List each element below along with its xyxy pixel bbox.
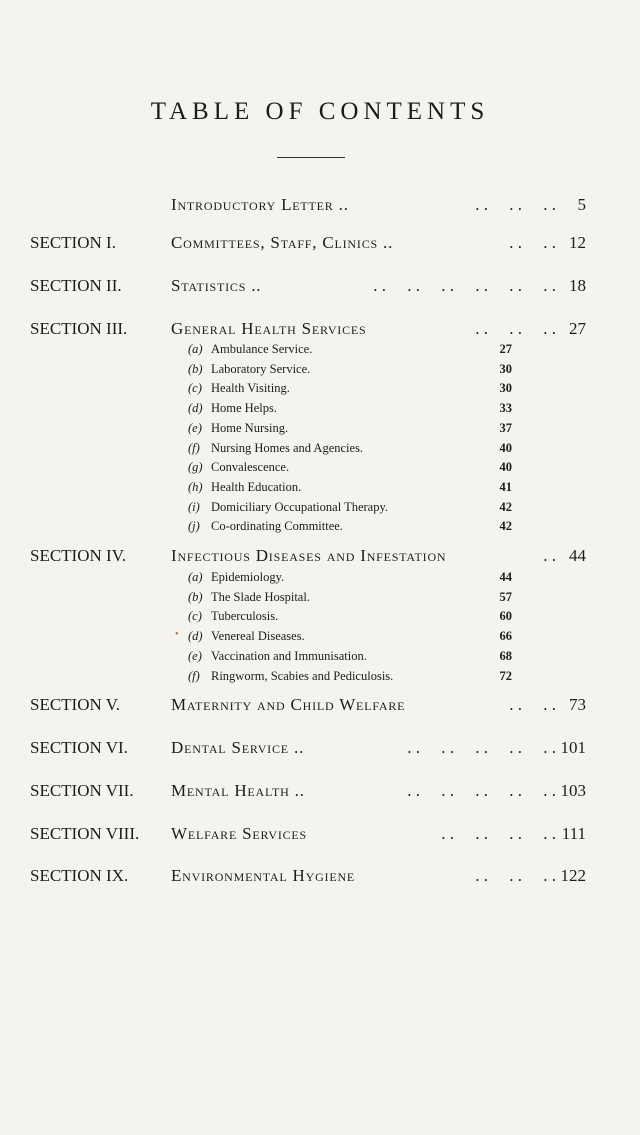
ink-mark: •	[175, 629, 179, 640]
entry-title: Introductory Letter ..	[171, 195, 349, 214]
leader-dots: . . . . . . . . . .	[407, 738, 556, 757]
leader-dots: . . . .	[509, 233, 556, 252]
leader-dots: . . . .	[509, 695, 556, 714]
sub-entry-page: 37	[499, 420, 512, 435]
sub-entry-page: 42	[499, 519, 512, 534]
sub-entry-letter: (c)	[188, 381, 202, 396]
leader-dots: . .	[543, 546, 556, 565]
sub-entry-letter: (e)	[188, 648, 202, 663]
leader-dots: . . . . . .	[475, 319, 556, 338]
section-label: SECTION IX.	[30, 866, 129, 885]
entry-title: General Health Services	[171, 319, 367, 338]
sub-entry-letter: (d)	[188, 629, 203, 644]
leader-dots: . . . . . .	[475, 866, 556, 885]
page-number: 12	[569, 233, 586, 252]
toc-entry-section-6	[171, 738, 586, 760]
entry-title: Dental Service ..	[171, 738, 305, 757]
sub-entry	[188, 421, 512, 439]
sub-entry-title: Health Education.	[211, 479, 302, 494]
sub-entry-page: 40	[499, 440, 512, 455]
sub-entry	[188, 669, 512, 687]
sub-entry	[188, 609, 512, 627]
sub-entry-letter: (b)	[188, 589, 203, 604]
sub-entry-title: Home Nursing.	[211, 420, 289, 435]
sub-entry-page: 72	[499, 668, 512, 683]
entry-title: Environmental Hygiene	[171, 866, 356, 885]
sub-entry-title: Epidemiology.	[211, 570, 285, 584]
sub-entry-page: 30	[499, 361, 512, 376]
page-number: 122	[560, 866, 586, 885]
sub-entry-page: 66	[499, 629, 512, 644]
sub-entry-letter: (c)	[188, 609, 202, 624]
sub-entry-title: Nursing Homes and Agencies.	[211, 440, 364, 455]
sub-entry	[188, 629, 512, 647]
page-number: 18	[569, 276, 586, 295]
sub-entry	[188, 381, 512, 399]
sub-entry-letter: (d)	[188, 401, 203, 416]
sub-entry-title: Tuberculosis.	[211, 609, 279, 624]
sub-entry-letter: (h)	[188, 479, 203, 494]
sub-entry	[188, 570, 512, 588]
sub-entry-letter: (a)	[188, 570, 203, 584]
sub-entry-letter: (a)	[188, 342, 203, 356]
section-label: SECTION III.	[30, 319, 128, 338]
entry-title: Statistics ..	[171, 276, 262, 295]
section-label: SECTION II.	[30, 276, 122, 295]
leader-dots: . . . . . . . . . .	[407, 781, 556, 800]
sub-entry-page: 42	[499, 499, 512, 514]
sub-entry	[188, 480, 512, 498]
entry-title: Welfare Services	[171, 824, 308, 843]
sub-entry-title: Venereal Diseases.	[211, 629, 305, 644]
section-label: SECTION VIII.	[30, 824, 140, 843]
sub-entry-title: Ambulance Service.	[211, 342, 313, 356]
section-label: SECTION VI.	[30, 738, 128, 757]
page-number: 44	[569, 546, 586, 565]
sub-entry-letter: (f)	[188, 668, 200, 683]
entry-title: Committees, Staff, Clinics ..	[171, 233, 394, 252]
toc-entry-section-1	[171, 233, 586, 255]
toc-entry-section-5	[171, 695, 586, 717]
sub-entry-page: 68	[499, 648, 512, 663]
sub-entry-title: Home Helps.	[211, 401, 277, 416]
page-number: 27	[569, 319, 586, 338]
toc-entry-section-9	[171, 866, 586, 888]
sub-entry-letter: (b)	[188, 361, 203, 376]
sub-entry	[188, 342, 512, 360]
sub-entry-title: Ringworm, Scabies and Pediculosis.	[211, 668, 394, 683]
sub-entry-title: Domiciliary Occupational Therapy.	[211, 499, 389, 514]
page-number: 5	[577, 195, 586, 214]
leader-dots: . . . . . .	[475, 195, 556, 214]
page-title: TABLE OF CONTENTS	[150, 98, 490, 125]
sub-entry	[188, 362, 512, 380]
sub-entry	[188, 519, 512, 537]
sub-entry-letter: (j)	[188, 519, 200, 534]
toc-entry-section-8	[171, 824, 586, 846]
sub-entry-letter: (g)	[188, 460, 203, 475]
sub-entry-page: 27	[499, 342, 512, 356]
sub-entry	[188, 500, 512, 518]
sub-entry	[188, 460, 512, 478]
sub-entry-title: Laboratory Service.	[211, 361, 311, 376]
sub-entry-title: The Slade Hospital.	[211, 589, 310, 604]
section-label: SECTION IV.	[30, 546, 127, 565]
sub-entry-title: Convalescence.	[211, 460, 290, 475]
sub-entry-letter: (f)	[188, 440, 200, 455]
sub-entry	[188, 590, 512, 608]
entry-title: Mental Health ..	[171, 781, 305, 800]
sub-entry	[188, 649, 512, 667]
section-label: SECTION V.	[30, 695, 121, 714]
toc-entry-section-2	[171, 276, 586, 298]
sub-entry-title: Co-ordinating Committee.	[211, 519, 343, 534]
sub-entry-letter: (i)	[188, 499, 200, 514]
sub-entry-letter: (e)	[188, 420, 202, 435]
page-number: 111	[561, 824, 586, 843]
sub-entry-page: 44	[499, 570, 512, 584]
page-number: 101	[560, 738, 586, 757]
sub-entry-page: 41	[499, 479, 512, 494]
toc-entry-section-7	[171, 781, 586, 803]
sub-entry-title: Vaccination and Immunisation.	[211, 648, 367, 663]
section-label: SECTION I.	[30, 233, 116, 252]
sub-entry	[188, 401, 512, 419]
title-divider	[277, 157, 345, 158]
leader-dots: . . . . . . . . . . . .	[373, 276, 556, 295]
toc-entry-section-3	[171, 319, 586, 341]
page-number: 103	[560, 781, 586, 800]
toc-entry-section-4	[171, 546, 586, 568]
page-number: 73	[569, 695, 586, 714]
sub-entry-page: 60	[499, 609, 512, 624]
entry-title: Maternity and Child Welfare	[171, 695, 406, 714]
entry-title: Infectious Diseases and Infestation	[171, 546, 447, 565]
sub-entry	[188, 441, 512, 459]
sub-entry-page: 30	[499, 381, 512, 396]
toc-entry-introductory-letter	[171, 195, 586, 217]
sub-entry-page: 57	[499, 589, 512, 604]
sub-entry-title: Health Visiting.	[211, 381, 290, 396]
leader-dots: . . . . . . . .	[441, 824, 556, 843]
sub-entry-page: 40	[499, 460, 512, 475]
section-label: SECTION VII.	[30, 781, 134, 800]
sub-entry-page: 33	[499, 401, 512, 416]
